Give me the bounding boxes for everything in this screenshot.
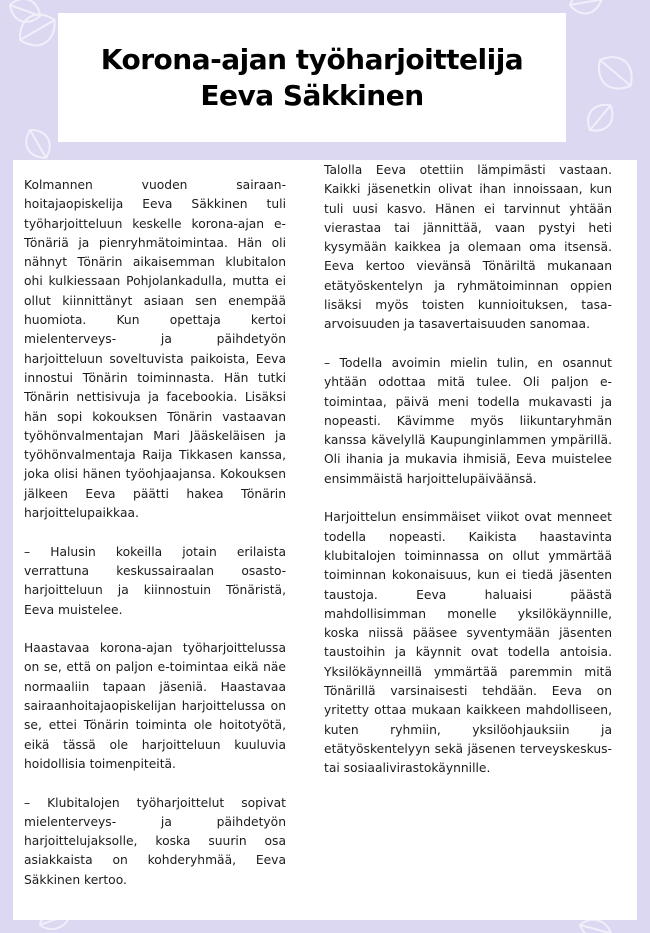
article-column-right: [324, 161, 612, 798]
article-column-left: [24, 176, 286, 909]
paragraph: – Klubitalojen työharjoittelut sopivat mielenterveys- ja päihdetyön harjoittelujaksolle, koska suurin osa asiakkaista on kohderyhmää, Eeva Säkkinen kertoo.: [24, 795, 286, 887]
paragraph: Talolla Eeva otettiin lämpimästi vastaan. Kaikki jäsenetkin olivat ihan innoissaan, kun tuli uusi kasvo. Hänen ei tarvinnut yhtään vierastaa tai jännittää, vaan pystyi heti kysymään kaikkea ja olemaan oma itsensä. Eeva kertoo vievänsä Tönäriltä mukanaan etätyöskentelyn ja ryhmätoiminnan oppien lisäksi myös toisten kunnioituksen, tasa-arvoisuuden ja tasavertaisuuden sanomaa.: [324, 163, 612, 332]
paragraph: – Todella avoimin mielin tulin, en osannut yhtään odottaa mitä tulee. Oli paljon e-toimintaa, päivä meni todella mukavasti ja nopeasti. Kävimme myös liikuntaryhmän kanssa kävelyllä Kaupunginlammen ympärillä. Oli ihania ja mukavia ihmisiä, Eeva muistelee ensimmäistä harjoittelupäiväänsä.: [324, 355, 612, 486]
paragraph: Harjoittelun ensimmäiset viikot ovat menneet todella nopeasti. Kaikista haastavinta klubitalojen toiminnassa on ollut ymmärtää toiminnan kokonaisuus, kun ei tiedä jäsenten taustoja. Eeva haluaisi päästä mahdollisimman monelle yksilökäynnille, koska niissä pääsee syventymään jäsenten taustoihin ja käynnit ovat todella antoisia. Yksilökäynneillä ymmärtää paremmin mitä Tönärillä varsinaisesti tehdään. Eeva on yritetty ottaa mukaan kaikkeen mahdolliseen, kuten ryhmiin, yksilöohjauksiin ja etätyöskentelyyn sekä jäsenen terveyskeskus- tai sosiaalivirastokäynnille.: [324, 510, 612, 776]
page-title-line-2: Eeva Säkkinen: [200, 78, 424, 112]
paragraph: – Halusin kokeilla jotain erilaista verrattuna keskussairaalan osastoharjoitteluun ja kiinnostuin Tönäristä, Eeva muistelee.: [24, 544, 286, 617]
article-panel: [13, 160, 637, 920]
paragraph: Haastavaa korona-ajan työharjoittelussa on se, että on paljon e-toimintaa eikä näe normaaliin tapaan jäseniä. Haastavaa sairaanhoitajaopiskelijan harjoittelussa on se, ettei Tönärin toiminta ole hoitotyötä, eikä tässä ole harjoitteluun kuuluvia hoidollisia toimenpiteitä.: [24, 641, 286, 771]
page-title-line-1: Korona-ajan työharjoittelija: [100, 42, 524, 76]
paragraph: Kolmannen vuoden sairaanhoitajaopiskelija Eeva Säkkinen tuli työharjoitteluun keskelle korona-ajan e-Tönäriä ja pienryhmätoimintaa. Hän oli nähnyt Tönärin aikaisemman klubitalon ohi kulkiessaan Pohjolankadulla, mutta ei ollut kiinnittänyt asiaan sen enempää huomiota. Kun opettaja kertoi mielenterveys- ja päihdetyön harjoitteluun soveltuvista paikoista, Eeva innostui Tönärin toiminnasta. Hän tutki Tönärin nettisivuja ja facebookia. Lisäksi hän sopi kokouksen Tönärin vastaavan työhönvalmentajan Mari Jääskeläisen ja työhönvalmentaja Raija Tikkasen kanssa, joka olisi hänen työohjaajansa. Kokouksen jälkeen Eeva päätti hakea Tönärin harjoittelupaikkaa.: [24, 178, 286, 521]
title-box: [58, 13, 566, 142]
